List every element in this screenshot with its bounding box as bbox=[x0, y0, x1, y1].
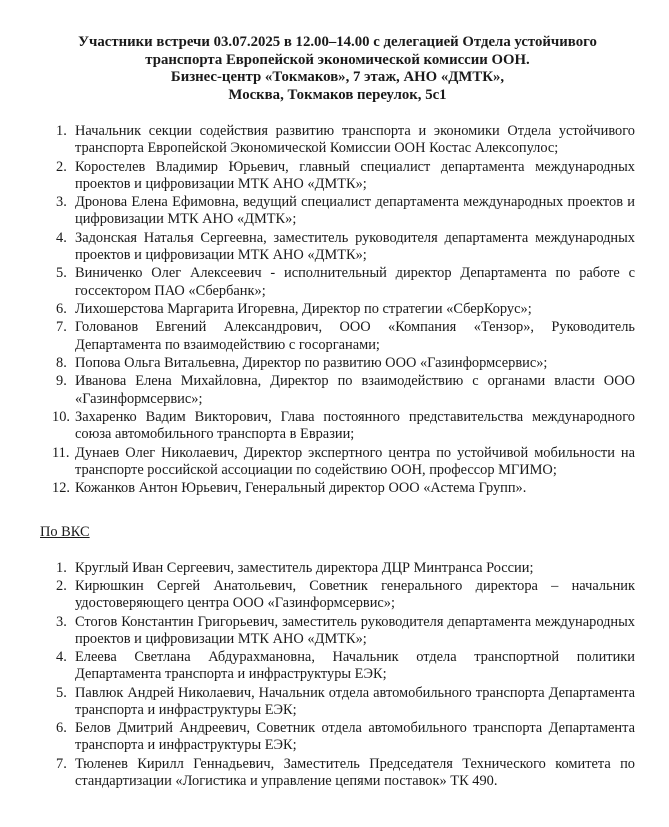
item-number: 10. bbox=[52, 408, 70, 425]
item-text: Захаренко Вадим Викторович, Глава постоянного представительства международного союза автомобильного транспорта в Евразии; bbox=[75, 408, 635, 443]
item-text: Павлюк Андрей Николаевич, Начальник отдела автомобильного транспорта Департамента транспорта и инфраструктуры ЕЭК; bbox=[75, 684, 635, 718]
item-number: 9. bbox=[56, 373, 67, 390]
participant-item bbox=[40, 319, 635, 353]
item-text: Дронова Елена Ефимовна, ведущий специалист департамента международных проектов и цифровизации МТК АНО «ДМТК»; bbox=[75, 194, 635, 228]
participant-item bbox=[40, 685, 635, 719]
item-number: 5. bbox=[56, 684, 67, 701]
item-text: Кожанков Антон Юрьевич, Генеральный директор ООО «Астема Групп». bbox=[75, 480, 527, 497]
participant-item bbox=[40, 720, 635, 754]
participant-item bbox=[40, 301, 635, 318]
item-number: 2. bbox=[56, 577, 67, 594]
item-number: 6. bbox=[56, 300, 67, 317]
heading-line: транспорта Европейской экономической комиссии ООН. bbox=[145, 51, 530, 68]
item-number: 1. bbox=[56, 559, 67, 576]
participant-item bbox=[40, 560, 635, 577]
item-number: 8. bbox=[56, 354, 67, 371]
participant-item bbox=[40, 159, 635, 193]
item-number: 4. bbox=[56, 229, 67, 246]
heading-line: Участники встречи 03.07.2025 в 12.00–14.00 с делегацией Отдела устойчивого bbox=[78, 34, 597, 50]
vks-participants-list bbox=[40, 560, 635, 791]
participant-item bbox=[40, 445, 635, 479]
item-number: 5. bbox=[56, 265, 67, 282]
document-heading bbox=[40, 34, 635, 104]
item-number: 3. bbox=[56, 194, 67, 211]
item-number: 7. bbox=[56, 319, 67, 336]
heading-line: Бизнес-центр «Токмаков», 7 этаж, АНО «ДМТК», bbox=[170, 69, 505, 85]
item-text: Начальник секции содействия развитию транспорта и экономики Отдела устойчивого транспорта Европейской Экономической Комиссии ООН Костас Алексопулос; bbox=[75, 123, 635, 157]
item-number: 7. bbox=[56, 755, 67, 772]
item-number: 12. bbox=[52, 480, 70, 497]
item-text: Коростелев Владимир Юрьевич, главный специалист департамента международных проектов и цифровизации МТК АНО «ДМТК»; bbox=[75, 158, 635, 192]
item-number: 6. bbox=[56, 720, 67, 737]
item-text: Иванова Елена Михайловна, Директор по взаимодействию с органами власти ООО «Газинформсервис»; bbox=[75, 373, 635, 407]
item-text: Круглый Иван Сергеевич, заместитель директора ДЦР Минтранса России; bbox=[75, 559, 534, 576]
item-text: Дунаев Олег Николаевич, Директор экспертного центра по устойчивой мобильности на транспорте российской ассоциации по содействию ООН, профессор МГИМО; bbox=[75, 444, 635, 478]
item-number: 1. bbox=[56, 123, 67, 139]
item-text: Лихошерстова Маргарита Игоревна, Директор по стратегии «СберКорус»; bbox=[75, 300, 532, 317]
item-text: Кирюшкин Сергей Анатольевич, Советник генерального директора – начальник удостоверяющего центра ООО «Газинформсервис»; bbox=[75, 577, 635, 612]
participant-item bbox=[40, 756, 635, 790]
participant-item bbox=[40, 614, 635, 648]
vks-section-label: По ВКС bbox=[40, 523, 90, 540]
participant-item bbox=[40, 373, 635, 407]
heading-line: Москва, Токмаков переулок, 5с1 bbox=[228, 86, 447, 103]
item-text: Задонская Наталья Сергеевна, заместитель руководителя департамента международных проектов и цифровизации МТК АНО «ДМТК»; bbox=[75, 229, 635, 263]
item-number: 3. bbox=[56, 613, 67, 630]
participant-item bbox=[40, 480, 635, 497]
participants-list bbox=[40, 123, 635, 497]
item-text: Попова Ольга Витальевна, Директор по развитию ООО «Газинформсервис»; bbox=[75, 354, 548, 371]
item-text: Голованов Евгений Александрович, ООО «Компания «Тензор», Руководитель Департамента по взаимодействию с госорганами; bbox=[75, 319, 635, 353]
participant-item bbox=[40, 265, 635, 299]
item-text: Тюленев Кирилл Геннадьевич, Заместитель Председателя Технического комитета по стандартизации «Логистика и управление цепями поставок» ТК 490. bbox=[75, 755, 635, 790]
participant-item bbox=[40, 194, 635, 228]
item-number: 2. bbox=[56, 158, 67, 175]
participant-item bbox=[40, 409, 635, 443]
item-text: Стогов Константин Григорьевич, заместитель руководителя департамента международных проектов и цифровизации МТК АНО «ДМТК»; bbox=[75, 613, 635, 647]
participant-item bbox=[40, 578, 635, 612]
participant-item bbox=[40, 230, 635, 264]
participant-item bbox=[40, 649, 635, 683]
participant-item bbox=[40, 355, 635, 372]
participant-item bbox=[40, 123, 635, 157]
item-text: Виниченко Олег Алексеевич - исполнительный директор Департамента по работе с госсектором ПАО «Сбербанк»; bbox=[75, 265, 635, 299]
item-text: Белов Дмитрий Андреевич, Советник отдела автомобильного транспорта Департамента транспорта и инфраструктуры ЕЭК; bbox=[75, 720, 635, 754]
item-text: Елеева Светлана Абдурахмановна, Начальник отдела транспортной политики Департамента транспорта и инфраструктуры ЕЭК; bbox=[75, 649, 635, 683]
item-number: 11. bbox=[52, 444, 70, 461]
item-number: 4. bbox=[56, 649, 67, 666]
